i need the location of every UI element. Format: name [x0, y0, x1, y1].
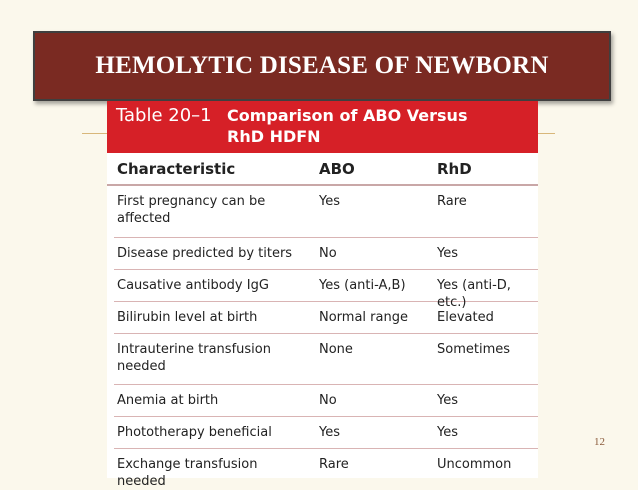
table-number: Table 20–1 — [116, 105, 212, 126]
cell-abo: Yes — [319, 425, 340, 440]
table-caption-line1: Comparison of ABO Versus — [227, 106, 468, 125]
cell-abo: Yes — [319, 194, 340, 209]
slide-title: HEMOLYTIC DISEASE OF NEWBORN — [95, 52, 549, 79]
table-row — [114, 417, 538, 449]
cell-rhd: Yes — [437, 393, 458, 408]
table-caption-line2: RhD HDFN — [227, 127, 321, 146]
table-column-headers — [107, 153, 538, 186]
column-header-abo: ABO — [319, 160, 355, 178]
cell-abo: None — [319, 342, 353, 357]
cell-rhd: Uncommon — [437, 457, 512, 472]
table-row — [114, 302, 538, 334]
cell-rhd: Yes — [437, 246, 458, 261]
cell-characteristic: Bilirubin level at birth — [117, 310, 258, 325]
table-row — [114, 186, 538, 238]
cell-rhd: Rare — [437, 194, 467, 209]
slide-title-box — [33, 31, 611, 101]
cell-abo: Normal range — [319, 310, 408, 325]
cell-rhd: Elevated — [437, 310, 494, 325]
table-row — [114, 449, 538, 489]
table-caption — [227, 105, 527, 147]
table-header-band — [107, 101, 538, 153]
cell-rhd: Yes (anti-D, etc.) — [437, 278, 511, 310]
cell-characteristic: Phototherapy beneficial — [117, 425, 272, 440]
cell-abo: No — [319, 246, 337, 261]
table-row — [114, 334, 538, 385]
cell-abo: No — [319, 393, 337, 408]
column-header-characteristic: Characteristic — [117, 160, 236, 178]
table-row — [114, 238, 538, 270]
cell-abo: Yes (anti-A,B) — [319, 278, 406, 293]
cell-characteristic: Disease predicted by titers — [117, 246, 293, 261]
comparison-table — [107, 101, 538, 489]
cell-characteristic: Causative antibody IgG — [117, 278, 269, 293]
cell-characteristic: First pregnancy can be affected — [117, 194, 266, 226]
table-row — [114, 270, 538, 310]
table-row — [114, 385, 538, 417]
cell-characteristic: Anemia at birth — [117, 393, 219, 408]
cell-rhd: Yes — [437, 425, 458, 440]
cell-rhd: Sometimes — [437, 342, 511, 357]
cell-characteristic: Intrauterine transfusion needed — [117, 342, 271, 374]
cell-characteristic: Exchange transfusion needed — [117, 457, 258, 489]
cell-abo: Rare — [319, 457, 349, 472]
column-header-rhd: RhD — [437, 160, 472, 178]
page-number: 12 — [594, 436, 605, 448]
